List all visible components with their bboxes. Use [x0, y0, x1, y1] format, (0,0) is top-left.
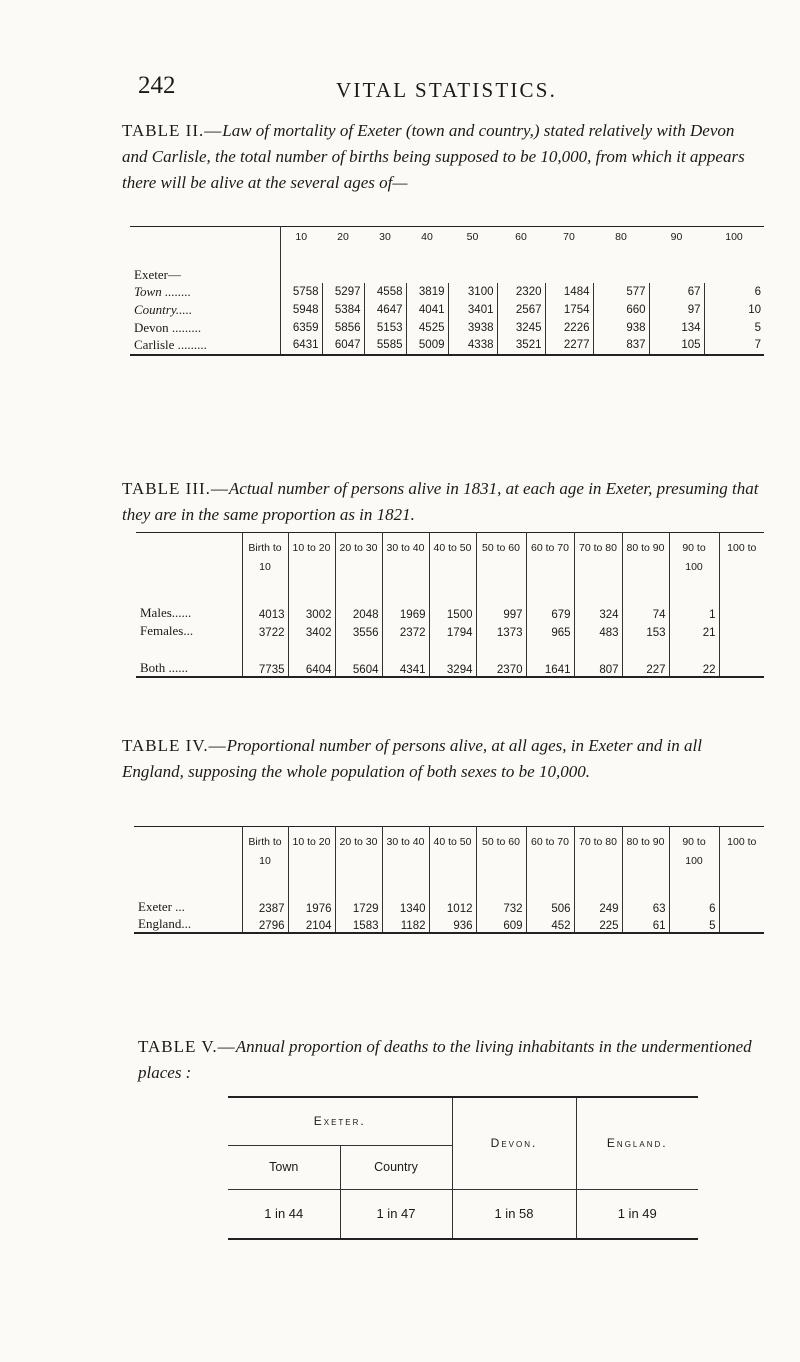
- t3-col-header: Birth to 10: [242, 533, 288, 585]
- t3-row: [136, 639, 764, 677]
- t2-cell: 5: [754, 321, 761, 334]
- t2-cell: 5384: [322, 301, 364, 319]
- t3-row-label: Both ......: [136, 639, 242, 677]
- t2-col-10: 10: [280, 227, 322, 267]
- t3-cell: 483: [574, 621, 622, 639]
- t4-cell: 1340: [382, 879, 429, 915]
- t2-row: [130, 301, 764, 319]
- t3-cell: 1969: [382, 585, 429, 621]
- t4-cell: 2796: [242, 915, 288, 933]
- t2-row: [130, 337, 764, 355]
- t3-cell: 3556: [335, 621, 382, 639]
- t4-cell: 1729: [335, 879, 382, 915]
- t4-cell: 1583: [335, 915, 382, 933]
- t3-cell: 324: [574, 585, 622, 621]
- t4-cell: 6: [669, 879, 719, 915]
- t4-col-header: 60 to 70: [526, 827, 574, 879]
- t2-row-label: Devon .........: [130, 319, 280, 337]
- t2-cell: 4558: [364, 283, 406, 301]
- t4-cell: 63: [622, 879, 669, 915]
- t4-cell: 249: [574, 879, 622, 915]
- t2-cell: 5948: [280, 301, 322, 319]
- t2-cell: 6359: [280, 319, 322, 337]
- t3-row-label: Females...: [136, 621, 242, 639]
- t5-england-header: England.: [606, 1136, 668, 1151]
- t3-col-header: 90 to 100: [669, 533, 719, 585]
- t5-exeter-header: Exeter.: [228, 1097, 452, 1145]
- t2-cell: 577: [593, 283, 649, 301]
- t4-row-label: Exeter ...: [134, 879, 242, 915]
- t3-row: [136, 585, 764, 621]
- t2-cell: 3401: [448, 301, 497, 319]
- t2-row: [130, 283, 764, 301]
- table4: [134, 826, 764, 934]
- t3-col-header: 70 to 80: [574, 533, 622, 585]
- t2-cell: 10: [748, 303, 761, 316]
- t3-cell: 6404: [288, 639, 335, 677]
- t2-group-label: Exeter—: [130, 267, 280, 283]
- t3-row-label: Males......: [136, 585, 242, 621]
- t2-cell: 97: [649, 301, 704, 319]
- t2-cell: 2320: [497, 283, 545, 301]
- t3-cell: 3402: [288, 621, 335, 639]
- t2-cell: 6: [754, 285, 761, 298]
- t3-col-header: 50 to 60: [476, 533, 526, 585]
- t3-col-header: 40 to 50: [429, 533, 476, 585]
- t4-cell: 732: [476, 879, 526, 915]
- t4-cell: 506: [526, 879, 574, 915]
- t4-col-header: 30 to 40: [382, 827, 429, 879]
- t2-cell: 837: [593, 337, 649, 355]
- t2-cell: 3521: [497, 337, 545, 355]
- t3-col-header: 60 to 70: [526, 533, 574, 585]
- t2-row: [130, 319, 764, 337]
- t4-col-header: 90 to 100: [669, 827, 719, 879]
- t2-cell: 4647: [364, 301, 406, 319]
- t2-cell: 4041: [406, 301, 448, 319]
- t3-cell: [719, 621, 764, 639]
- t2-col-50: 50: [448, 227, 497, 267]
- t2-col-100: 100: [704, 227, 764, 267]
- t4-col-header: 50 to 60: [476, 827, 526, 879]
- t4-cell: 609: [476, 915, 526, 933]
- t3-col-header: 80 to 90: [622, 533, 669, 585]
- t2-cell: 4338: [448, 337, 497, 355]
- t4-cell: 1182: [382, 915, 429, 933]
- page-header: [138, 72, 750, 112]
- t2-cell: 5585: [364, 337, 406, 355]
- t3-cell: 2372: [382, 621, 429, 639]
- t3-cell: 997: [476, 585, 526, 621]
- t2-cell: 1754: [545, 301, 593, 319]
- t2-col-40: 40: [406, 227, 448, 267]
- t2-col-30: 30: [364, 227, 406, 267]
- t3-cell: 3002: [288, 585, 335, 621]
- t5-town-value: 1 in 44: [228, 1189, 340, 1239]
- t3-cell: 965: [526, 621, 574, 639]
- t4-cell: 1012: [429, 879, 476, 915]
- t3-cell: 3722: [242, 621, 288, 639]
- t4-col-header: 40 to 50: [429, 827, 476, 879]
- t2-cell: 2567: [497, 301, 545, 319]
- t3-cell: 2370: [476, 639, 526, 677]
- t3-cell: 1794: [429, 621, 476, 639]
- t2-cell: 2277: [545, 337, 593, 355]
- t2-cell: 5297: [322, 283, 364, 301]
- t3-cell: 679: [526, 585, 574, 621]
- t5-devon-value: 1 in 58: [452, 1189, 576, 1239]
- t3-cell: 4013: [242, 585, 288, 621]
- t3-cell: [719, 585, 764, 621]
- t3-cell: 2048: [335, 585, 382, 621]
- t3-cell: 1373: [476, 621, 526, 639]
- t2-cell: 3100: [448, 283, 497, 301]
- table2: [130, 226, 764, 356]
- t5-country-header: Country: [340, 1145, 452, 1189]
- t4-cell: [719, 879, 764, 915]
- t4-row: [134, 879, 764, 915]
- t2-cell: 105: [649, 337, 704, 355]
- t3-cell: 22: [669, 639, 719, 677]
- t3-cell: 3294: [429, 639, 476, 677]
- t2-cell: 660: [593, 301, 649, 319]
- t3-cell: 4341: [382, 639, 429, 677]
- t2-cell: 5009: [406, 337, 448, 355]
- t2-cell: 2226: [545, 319, 593, 337]
- t3-cell: 21: [669, 621, 719, 639]
- t4-cell: 61: [622, 915, 669, 933]
- t2-col-60: 60: [497, 227, 545, 267]
- t4-cell: 225: [574, 915, 622, 933]
- t2-cell: 5856: [322, 319, 364, 337]
- t3-cell: [719, 639, 764, 677]
- t3-cell: 1641: [526, 639, 574, 677]
- t3-cell: 153: [622, 621, 669, 639]
- t4-row: [134, 915, 764, 933]
- t2-cell: 6047: [322, 337, 364, 355]
- t3-cell: 7735: [242, 639, 288, 677]
- t4-cell: 452: [526, 915, 574, 933]
- t3-cell: 1500: [429, 585, 476, 621]
- t4-cell: 936: [429, 915, 476, 933]
- t3-row: [136, 621, 764, 639]
- t2-cell: 7: [754, 339, 761, 351]
- table2-caption: TABLE II.—Law of mortality of Exeter (town and country,) stated relatively with Devon and Carlisle, the total number of births being supposed to be 10,000, from which it appears there will be alive at the several ages of—: [122, 121, 745, 192]
- t3-cell: 74: [622, 585, 669, 621]
- t3-cell: 807: [574, 639, 622, 677]
- t4-cell: 2387: [242, 879, 288, 915]
- t2-row-label: Country.....: [130, 301, 280, 319]
- t2-col-70: 70: [545, 227, 593, 267]
- t5-devon-header: Devon.: [452, 1097, 576, 1189]
- t2-row-label: Carlisle .........: [130, 337, 280, 355]
- t3-col-header: 20 to 30: [335, 533, 382, 585]
- t3-cell: 227: [622, 639, 669, 677]
- t2-col-90: 90: [649, 227, 704, 267]
- t5-country-value: 1 in 47: [340, 1189, 452, 1239]
- t4-col-header: 100 to: [727, 836, 757, 848]
- t2-cell: 3245: [497, 319, 545, 337]
- t3-col-header: 10 to 20: [288, 533, 335, 585]
- t4-cell: 1976: [288, 879, 335, 915]
- t2-cell: 5758: [280, 283, 322, 301]
- t5-england-value: 1 in 49: [617, 1206, 657, 1222]
- t2-col-80: 80: [593, 227, 649, 267]
- t4-col-header: 70 to 80: [574, 827, 622, 879]
- t3-col-header: 100 to: [727, 542, 757, 554]
- t4-col-header: 20 to 30: [335, 827, 382, 879]
- t2-col-20: 20: [322, 227, 364, 267]
- t4-cell: 2104: [288, 915, 335, 933]
- t4-cell: 5: [669, 915, 719, 933]
- page-number: 242: [138, 72, 176, 99]
- t2-row-label: Town ........: [130, 283, 280, 301]
- t3-col-header: 30 to 40: [382, 533, 429, 585]
- t2-cell: 1484: [545, 283, 593, 301]
- t2-cell: 4525: [406, 319, 448, 337]
- t3-cell: 5604: [335, 639, 382, 677]
- t2-cell: 938: [593, 319, 649, 337]
- t4-col-header: 10 to 20: [288, 827, 335, 879]
- table3-caption: TABLE III.—Actual number of persons alive in 1831, at each age in Exeter, presuming that they are in the same proportion as in 1821.: [122, 479, 759, 524]
- t4-col-header: Birth to 10: [242, 827, 288, 879]
- table5-caption: TABLE V.—Annual proportion of deaths to the living inhabitants in the undermentioned places :: [138, 1037, 752, 1082]
- t2-cell: 3938: [448, 319, 497, 337]
- table4-caption: TABLE IV.—Proportional number of persons alive, at all ages, in Exeter and in all England, supposing the whole population of both sexes to be 10,000.: [122, 736, 702, 781]
- t2-cell: 3819: [406, 283, 448, 301]
- t5-town-header: Town: [228, 1145, 340, 1189]
- t3-cell: 1: [669, 585, 719, 621]
- t2-cell: 5153: [364, 319, 406, 337]
- t2-cell: 6431: [280, 337, 322, 355]
- t4-cell: [719, 915, 764, 933]
- table5: [228, 1096, 698, 1240]
- t2-cell: 67: [649, 283, 704, 301]
- t4-row-label: England...: [134, 915, 242, 933]
- t2-cell: 134: [649, 319, 704, 337]
- table3: [136, 532, 764, 678]
- running-title: VITAL STATISTICS.: [336, 78, 558, 102]
- t4-col-header: 80 to 90: [622, 827, 669, 879]
